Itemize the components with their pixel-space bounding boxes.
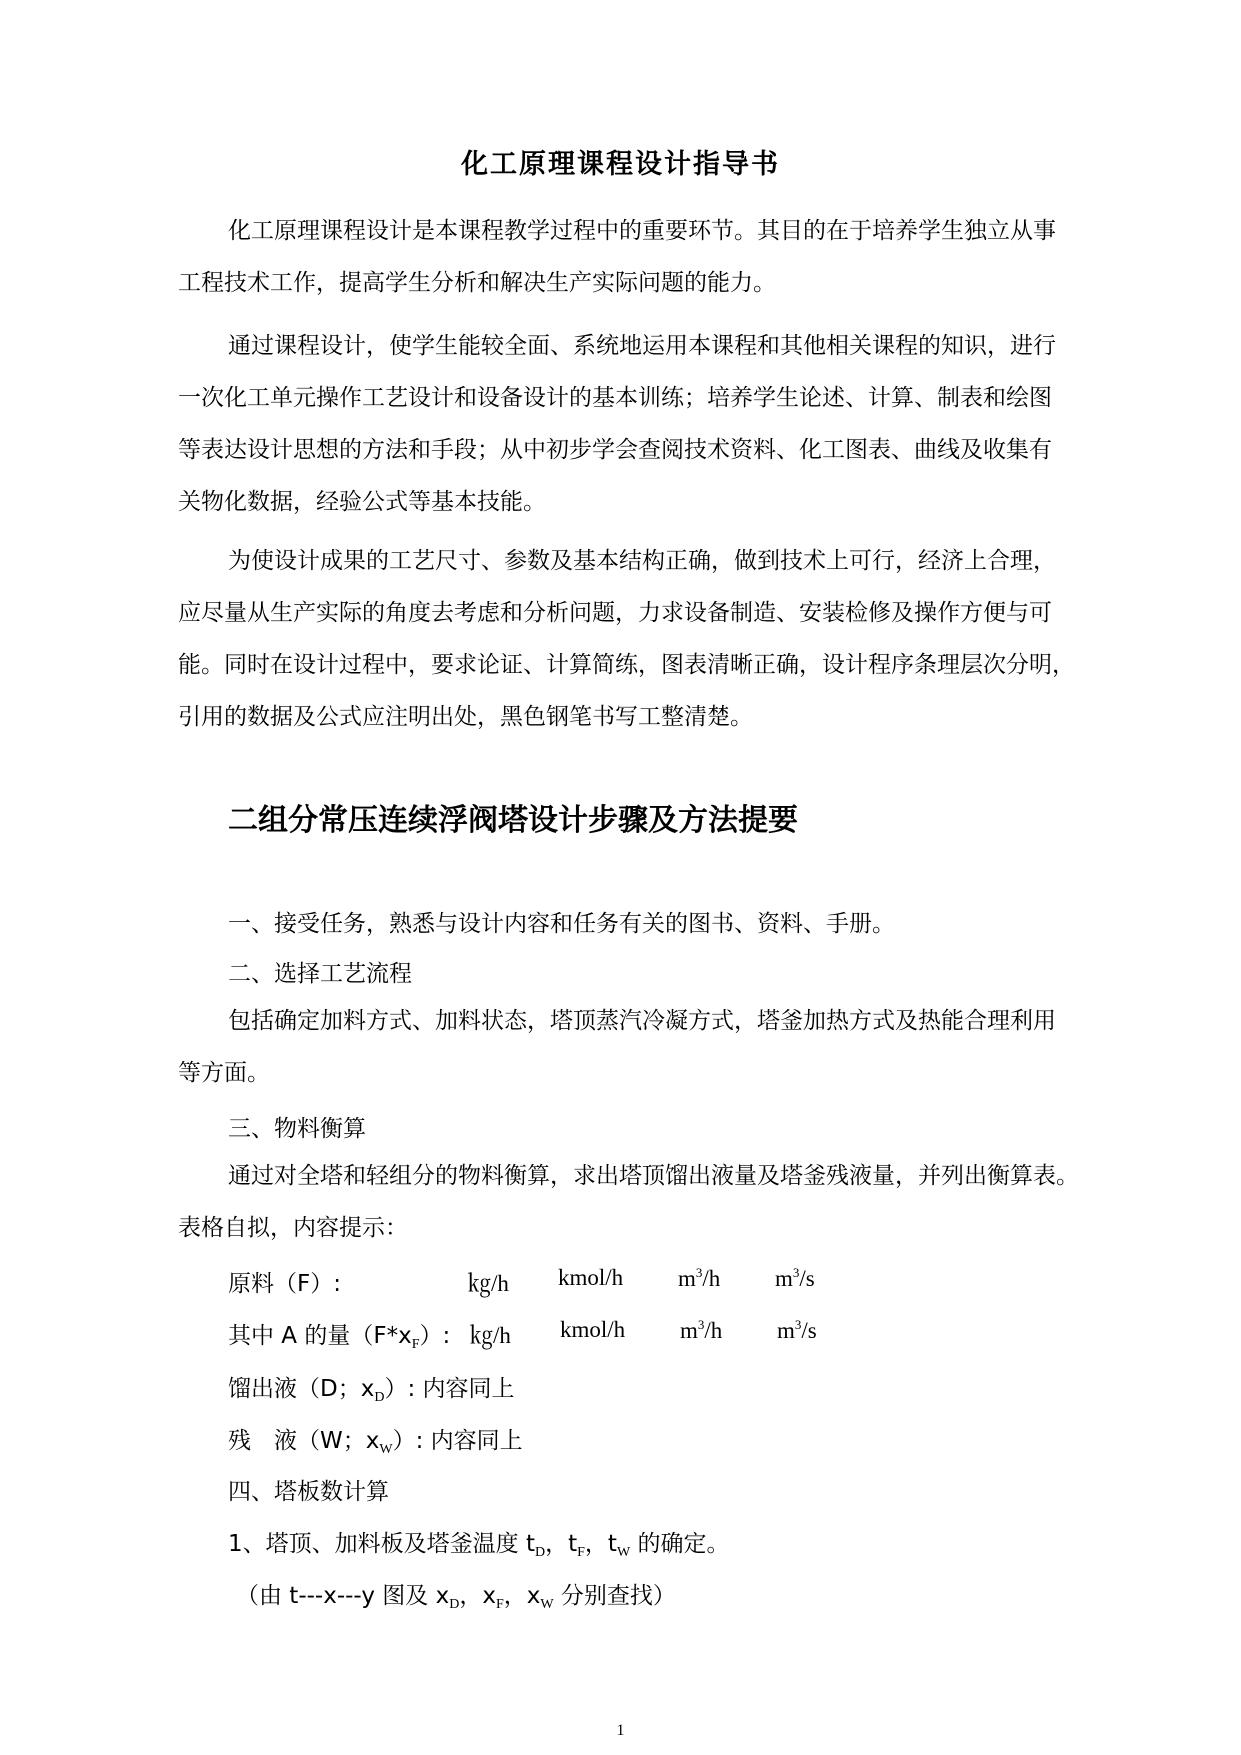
distillate-line: 馏出液（D；$x_D$）: 内容同上 [228, 1376, 515, 1405]
feed-unit-kg-h: ㎏/h [468, 1271, 509, 1296]
feed-a-unit-m3-s: $m^3/s$ [777, 1317, 817, 1343]
text-line: 包括确定加料方式、加料状态，塔顶蒸汽冷凝方式，塔釜加热方式及热能合理利用 [228, 1008, 1056, 1034]
text-line: 能。同时在设计过程中，要求论证、计算简练，图表清晰正确，设计程序条理层次分明， [178, 652, 1075, 678]
text-line: 表格自拟，内容提示： [178, 1215, 408, 1241]
step-4-note: （由 t---x---y 图及 $x_D$，$x_F$，$x_W$ 分别查找） [236, 1583, 676, 1612]
text-line: 工程技术工作，提高学生分析和解决生产实际问题的能力。 [178, 270, 776, 296]
section-heading: 二组分常压连续浮阀塔设计步骤及方法提要 [228, 803, 798, 838]
text-line: 一次化工单元操作工艺设计和设备设计的基本训练；培养学生论述、计算、制表和绘图 [178, 385, 1052, 411]
document-title: 化工原理课程设计指导书 [461, 149, 780, 180]
step-4-heading: 四、塔板数计算 [228, 1479, 389, 1505]
step-3-heading: 三、物料衡算 [228, 1116, 366, 1142]
feed-unit-m3-s: $m^3/s$ [775, 1265, 815, 1291]
text-line: 通过课程设计，使学生能较全面、系统地运用本课程和其他相关课程的知识，进行 [228, 333, 1056, 359]
text-line: 引用的数据及公式应注明出处，黑色钢笔书写工整清楚。 [178, 704, 753, 730]
text-line: 化工原理课程设计是本课程教学过程中的重要环节。其目的在于培养学生独立从事 [228, 218, 1056, 244]
residue-line: 残 液（W；$x_W$）: 内容同上 [228, 1428, 523, 1457]
text-line: 等表达设计思想的方法和手段；从中初步学会查阅技术资料、化工图表、曲线及收集有 [178, 437, 1052, 463]
text-line: 通过对全塔和轻组分的物料衡算，求出塔顶馏出液量及塔釜残液量，并列出衡算表。 [228, 1163, 1079, 1189]
text-line: 应尽量从生产实际的角度去考虑和分析问题，力求设备制造、安装检修及操作方便与可 [178, 600, 1052, 626]
feed-label: 原料（F）: [228, 1271, 341, 1297]
intro-paragraph-2 [178, 320, 1118, 528]
step-2-description [178, 995, 1118, 1099]
feed-a-unit-kmol-h: kmol/h [560, 1317, 626, 1342]
intro-paragraph-3 [178, 535, 1118, 743]
feed-unit-m3-h: $m^3/h$ [678, 1265, 721, 1291]
step-3-description [178, 1150, 1118, 1254]
feed-unit-kmol-h: kmol/h [558, 1265, 624, 1290]
feed-a-label: 其中 A 的量$(F*x_F)$: [228, 1323, 451, 1352]
step-2-heading: 二、选择工艺流程 [228, 961, 412, 987]
intro-paragraph-1 [178, 205, 1118, 309]
page-number: 1 [616, 1722, 625, 1739]
text-line: 关物化数据，经验公式等基本技能。 [178, 489, 546, 515]
step-1: 一、接受任务，熟悉与设计内容和任务有关的图书、资料、手册。 [228, 911, 895, 937]
step-4-1: 1、塔顶、加料板及塔釜温度 $t_D$，$t_F$，$t_W$ 的确定。 [228, 1531, 730, 1560]
feed-a-unit-kg-h: ㎏/h [470, 1323, 511, 1348]
text-line: 等方面。 [178, 1060, 270, 1086]
text-line: 为使设计成果的工艺尺寸、参数及基本结构正确，做到技术上可行，经济上合理， [228, 548, 1056, 574]
feed-a-unit-m3-h: $m^3/h$ [680, 1317, 723, 1343]
